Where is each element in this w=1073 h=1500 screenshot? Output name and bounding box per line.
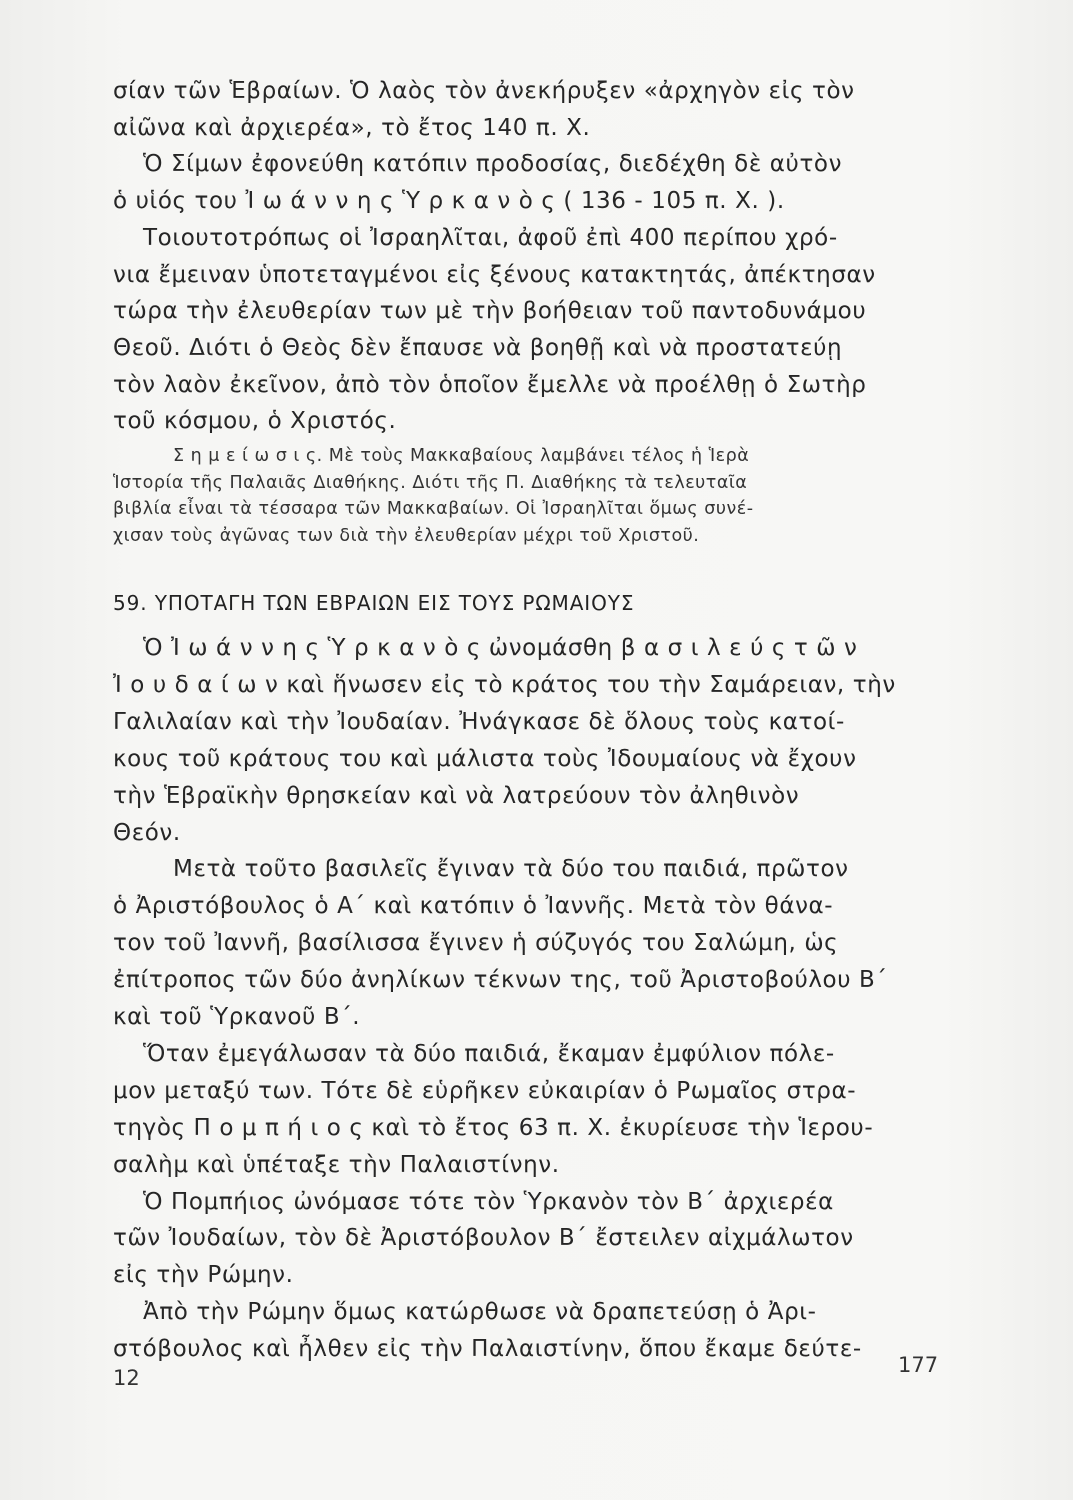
text-line: σαλὴμ καὶ ὑπέταξε τὴν Παλαιστίνην. — [113, 1151, 560, 1178]
text-line: τώρα τὴν ἐλευθερίαν των μὲ τὴν βοήθειαν τοῦ παντοδυνάμου — [113, 298, 867, 325]
text-line: Ἀπὸ τὴν Ρώμην ὅμως κατώρθωσε νὰ δραπετεύσῃ ὁ Ἀρι- — [143, 1299, 817, 1326]
text-line: Ὁ Σίμων ἐφονεύθη κατόπιν προδοσίας, διεδέχθη δὲ αὐτὸν — [143, 151, 843, 178]
text-line: τον τοῦ Ἰαννῆ, βασίλισσα ἔγινεν ἡ σύζυγός του Σαλώμη, ὡς — [113, 930, 839, 957]
text-line: στόβουλος καὶ ἦλθεν εἰς τὴν Παλαιστίνην, ὅπου ἔκαμε δεύτε- — [113, 1336, 862, 1363]
text-line: Ὅταν ἐμεγάλωσαν τὰ δύο παιδιά, ἔκαμαν ἐμφύλιον πόλε- — [143, 1040, 835, 1067]
note-line: χισαν τοὺς ἀγῶνας των διὰ τὴν ἐλευθερίαν μέχρι τοῦ Χριστοῦ. — [113, 525, 700, 546]
text-line: τῶν Ἰουδαίων, τὸν δὲ Ἀριστόβουλον Β΄ ἔστειλεν αἰχμάλωτον — [113, 1225, 854, 1252]
text-line: Ὁ Ἰ ω ά ν ν η ς Ὑ ρ κ α ν ὸ ς ὠνομάσθη β α σ ι λ ε ύ ς τ ῶ ν — [143, 635, 858, 661]
note-line: βιβλία εἶναι τὰ τέσσαρα τῶν Μακκαβαίων. Οἱ Ἰσραηλῖται ὅμως συνέ- — [113, 499, 754, 519]
signature-mark: 12 — [113, 1366, 140, 1390]
page-number: 177 — [898, 1353, 939, 1377]
text-line: αἰῶνα καὶ ἀρχιερέα», τὸ ἔτος 140 π. Χ. — [113, 114, 591, 141]
text-line: Θεόν. — [113, 819, 181, 846]
text-line: σίαν τῶν Ἑβραίων. Ὁ λαὸς τὸν ἀνεκήρυξεν «ἀρχηγὸν εἰς τὸν — [113, 78, 855, 104]
text-line: ἐπίτροπος τῶν δύο ἀνηλίκων τέκνων της, τοῦ Ἀριστοβούλου Β΄ — [113, 967, 888, 994]
text-line: τὸν λαὸν ἐκεῖνον, ἀπὸ τὸν ὁποῖον ἔμελλε νὰ προέλθῃ ὁ Σωτὴρ — [113, 371, 867, 398]
text-line: εἰς τὴν Ρώμην. — [113, 1262, 294, 1289]
text-line: τὴν Ἑβραϊκὴν θρησκείαν καὶ νὰ λατρεύουν τὸν ἀληθινὸν — [113, 782, 800, 809]
text-line: Μετὰ τοῦτο βασιλεῖς ἔγιναν τὰ δύο του παιδιά, πρῶτον — [173, 856, 849, 883]
text-line: τηγὸς Π ο μ π ή ι ο ς καὶ τὸ ἔτος 63 π. Χ. ἐκυρίευσε τὴν Ἱερου- — [113, 1114, 874, 1141]
text-line: κους τοῦ κράτους του καὶ μάλιστα τοὺς Ἰδουμαίους νὰ ἔχουν — [113, 745, 857, 772]
text-line: ὁ Ἀριστόβουλος ὁ Α΄ καὶ κατόπιν ὁ Ἰαννῆς. Μετὰ τὸν θάνα- — [113, 893, 834, 920]
text-line: Γαλιλαίαν καὶ τὴν Ἰουδαίαν. Ἠνάγκασε δὲ ὅλους τοὺς κατοί- — [113, 708, 845, 735]
text-line: Ἰ ο υ δ α ί ω ν καὶ ἥνωσεν εἰς τὸ κράτος του τὴν Σαμάρειαν, τὴν — [113, 671, 896, 698]
text-line: Τοιουτοτρόπως οἱ Ἰσραηλῖται, ἀφοῦ ἐπὶ 400 περίπου χρό- — [143, 224, 838, 251]
text-line: καὶ τοῦ Ὑρκανοῦ Β΄. — [113, 1004, 361, 1030]
note-line: Ἱστορία τῆς Παλαιᾶς Διαθήκης. Διότι τῆς Π. Διαθήκης τὰ τελευταῖα — [113, 472, 748, 493]
section-heading: 59. ΥΠΟΤΑΓΗ ΤΩΝ ΕΒΡΑΙΩΝ ΕΙΣ ΤΟΥΣ ΡΩΜΑΙΟΥΣ — [113, 591, 635, 615]
text-line: Θεοῦ. Διότι ὁ Θεὸς δὲν ἔπαυσε νὰ βοηθῇ καὶ νὰ προστατεύῃ — [113, 334, 843, 361]
text-line: τοῦ κόσμου, ὁ Χριστός. — [113, 408, 397, 435]
note-line: Σ η μ ε ί ω σ ι ς. Μὲ τοὺς Μακκαβαίους λαμβάνει τέλος ἡ Ἱερὰ — [173, 446, 750, 466]
text-line: ὁ υἱός του Ἰ ω ά ν ν η ς Ὑ ρ κ α ν ὸ ς ( 136 - 105 π. Χ. ). — [113, 188, 785, 215]
text-line: μον μεταξύ των. Τότε δὲ εὑρῆκεν εὐκαιρίαν ὁ Ρωμαῖος στρα- — [113, 1077, 857, 1104]
text-line: Ὁ Πομπήιος ὠνόμασε τότε τὸν Ὑρκανὸν τὸν Β΄ ἀρχιερέα — [143, 1188, 834, 1215]
text-line: νια ἔμειναν ὑποτεταγμένοι εἰς ξένους κατακτητάς, ἀπέκτησαν — [113, 261, 876, 288]
